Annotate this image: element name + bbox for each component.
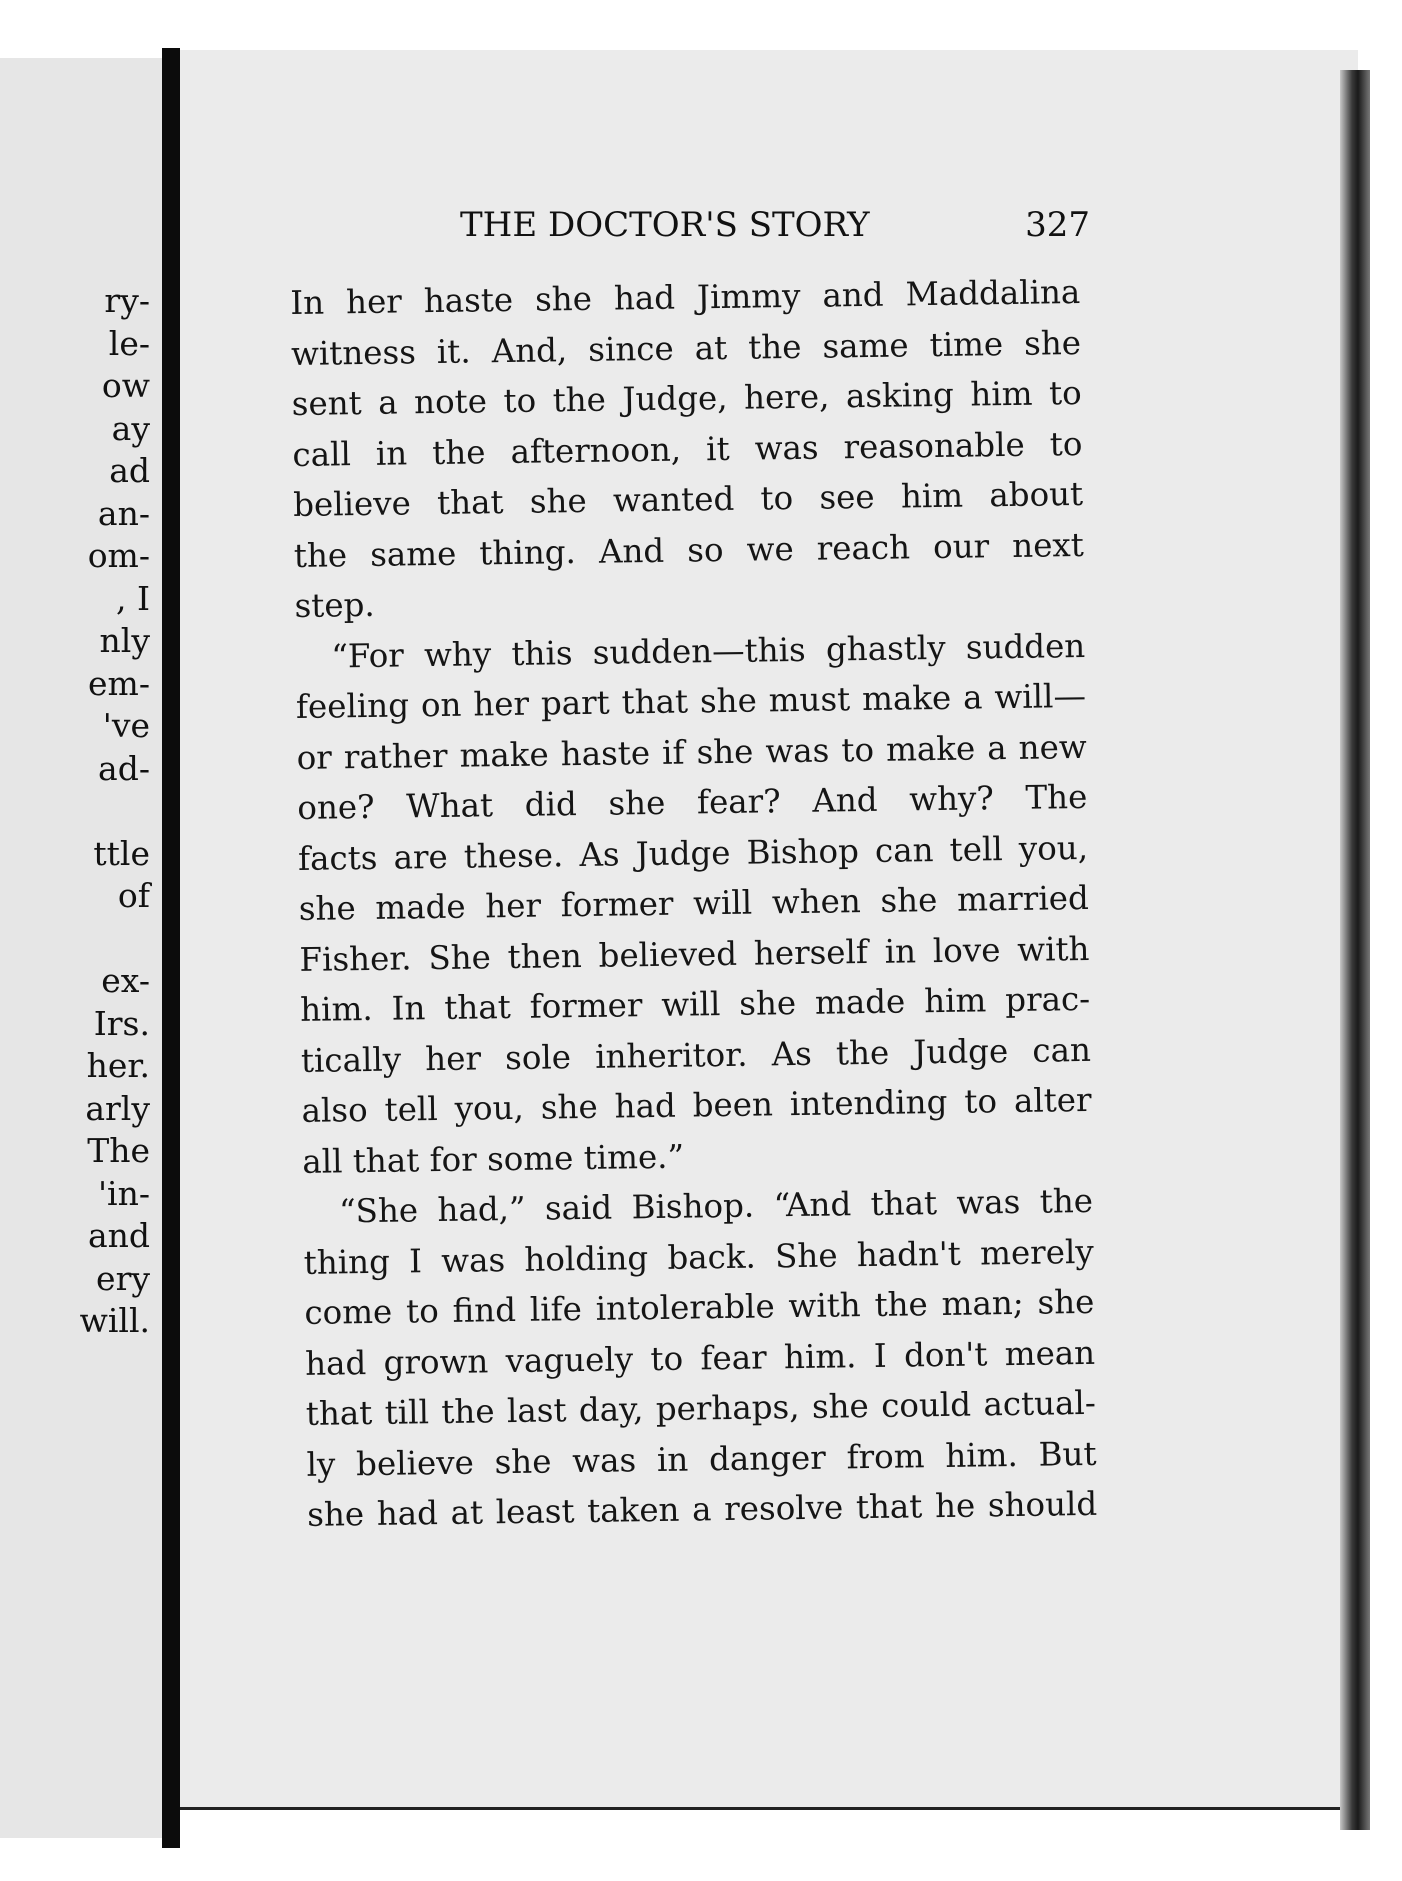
text-line: also tell you, she had been intending to alter	[301, 1080, 1092, 1130]
previous-page-line-end: an-	[97, 493, 150, 533]
text-line: the same thing. And so we reach our next	[293, 525, 1085, 575]
text-line: call in the afternoon, it was reasonable to	[292, 424, 1083, 474]
text-line: In her haste she had Jimmy and Maddalina	[290, 272, 1081, 322]
text-line: step.	[294, 585, 375, 625]
text-line: “For why this sudden—this ghastly sudden	[331, 626, 1086, 675]
previous-page-line-end: will.	[79, 1301, 150, 1340]
text-line: she made her former will when she married	[298, 878, 1089, 928]
previous-page-fragment	[0, 58, 166, 1838]
text-line: had grown vaguely to fear him. I don't mean	[304, 1333, 1096, 1383]
text-line: believe that she wanted to see him about	[292, 474, 1084, 524]
text-line: witness it. And, since at the same time she	[290, 323, 1082, 373]
text-line: ly believe she was in danger from him. But	[306, 1434, 1097, 1484]
text-line: that till the last day, perhaps, she could actual-	[305, 1383, 1097, 1433]
running-header	[460, 205, 1090, 245]
previous-page-line-end: Irs.	[93, 1003, 150, 1043]
previous-page-line-end: em-	[88, 663, 150, 703]
text-line: come to find life intolerable with the man; she	[304, 1282, 1095, 1332]
previous-page-line-end: , I	[115, 578, 150, 618]
text-line: sent a note to the Judge, here, asking him to	[291, 373, 1082, 423]
text-line: “She had,” said Bishop. “And that was the	[338, 1181, 1094, 1231]
previous-page-line-end: ad-	[98, 748, 150, 788]
text-line: all that for some time.”	[302, 1137, 685, 1181]
previous-page-line-end: ad	[109, 451, 150, 490]
previous-page-line-end: om-	[87, 536, 150, 575]
previous-page-line-end: and	[87, 1216, 150, 1255]
previous-page-line-end: ry-	[104, 281, 150, 320]
text-line: Fisher. She then believed herself in love with	[299, 929, 1090, 979]
previous-page-line-end: ery	[96, 1258, 150, 1298]
previous-page-line-end: The	[87, 1131, 150, 1170]
previous-page-line-end: arly	[85, 1088, 150, 1128]
previous-page-line-end: ex-	[101, 961, 150, 1000]
previous-page-line-ends	[0, 276, 150, 1339]
previous-page-line-end	[0, 914, 150, 957]
text-line: tically her sole inheritor. As the Judge can	[300, 1030, 1092, 1080]
text-line: thing I was holding back. She hadn't merely	[303, 1232, 1094, 1282]
previous-page-line-end: ttle	[93, 833, 150, 873]
page-body-text	[290, 267, 1098, 1540]
page-number: 327	[1025, 205, 1090, 245]
text-line: one? What did she fear? And why? The	[297, 777, 1088, 827]
text-line: feeling on her part that she must make a will—	[295, 676, 1087, 726]
previous-page-line-end: of	[117, 876, 150, 915]
previous-page-line-end: nly	[99, 621, 150, 660]
text-line: him. In that former will she made him prac-	[299, 979, 1091, 1029]
previous-page-line-end: her.	[86, 1046, 150, 1085]
text-line: facts are these. As Judge Bishop can tell you,	[297, 828, 1089, 878]
previous-page-line-end	[0, 786, 150, 829]
running-title: THE DOCTOR'S STORY	[460, 205, 870, 245]
text-line: or rather make haste if she was to make a new	[296, 727, 1087, 777]
previous-page-line-end: ay	[111, 408, 150, 448]
text-line: she had at least taken a resolve that he should	[307, 1484, 1098, 1534]
previous-page-line-end: 've	[102, 706, 150, 745]
previous-page-line-end: ow	[101, 366, 150, 405]
page-edge-shadow	[1340, 70, 1370, 1830]
previous-page-line-end: le-	[108, 323, 150, 363]
book-gutter	[162, 48, 180, 1848]
previous-page-line-end: 'in-	[97, 1173, 150, 1213]
